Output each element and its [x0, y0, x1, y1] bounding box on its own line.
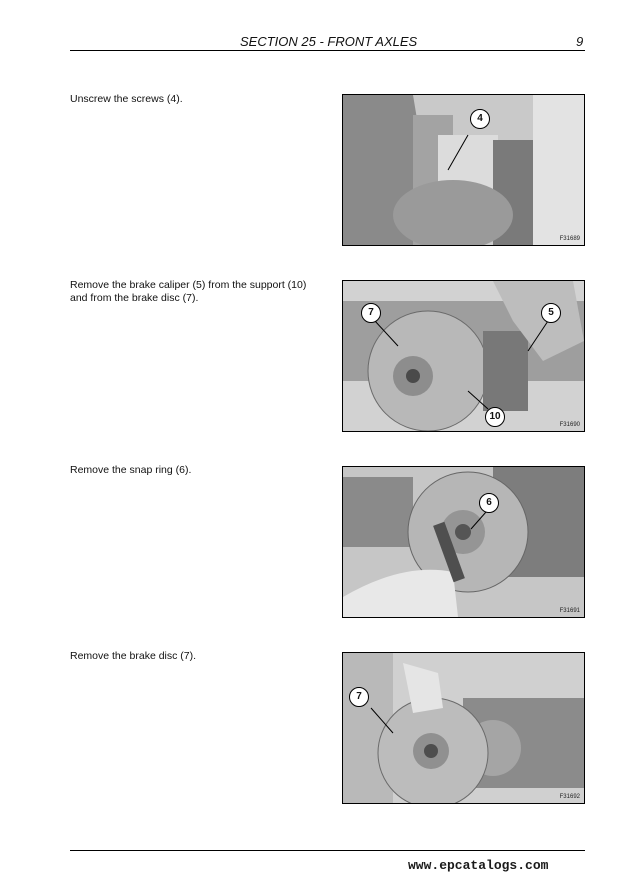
footer-divider — [70, 850, 585, 851]
step-2-photo — [342, 280, 585, 432]
step-3-instruction: Remove the snap ring (6). — [70, 464, 192, 476]
figure-code: F31690 — [559, 422, 580, 428]
section-title: SECTION 25 - FRONT AXLES — [240, 34, 418, 49]
step-4-photo — [342, 652, 585, 804]
step-1-photo — [342, 94, 585, 246]
figure-code: F31692 — [559, 794, 580, 800]
footer-url[interactable]: www.epcatalogs.com — [408, 858, 549, 873]
step-2-instruction: Remove the brake caliper (5) from the support (10) and from the brake disc (7). — [70, 279, 307, 304]
callout-7: 7 — [361, 303, 381, 323]
callout-5: 5 — [541, 303, 561, 323]
callout-7: 7 — [349, 687, 369, 707]
callout-6: 6 — [479, 493, 499, 513]
step-4-instruction: Remove the brake disc (7). — [70, 650, 197, 662]
step-3-photo — [342, 466, 585, 618]
step-1-instruction: Unscrew the screws (4). — [70, 93, 183, 105]
callout-10: 10 — [485, 407, 505, 427]
figure-code: F31689 — [559, 236, 580, 242]
header-divider — [70, 50, 585, 51]
callout-4: 4 — [470, 109, 490, 129]
page-number: 9 — [576, 34, 584, 49]
figure-code: F31691 — [559, 608, 580, 614]
